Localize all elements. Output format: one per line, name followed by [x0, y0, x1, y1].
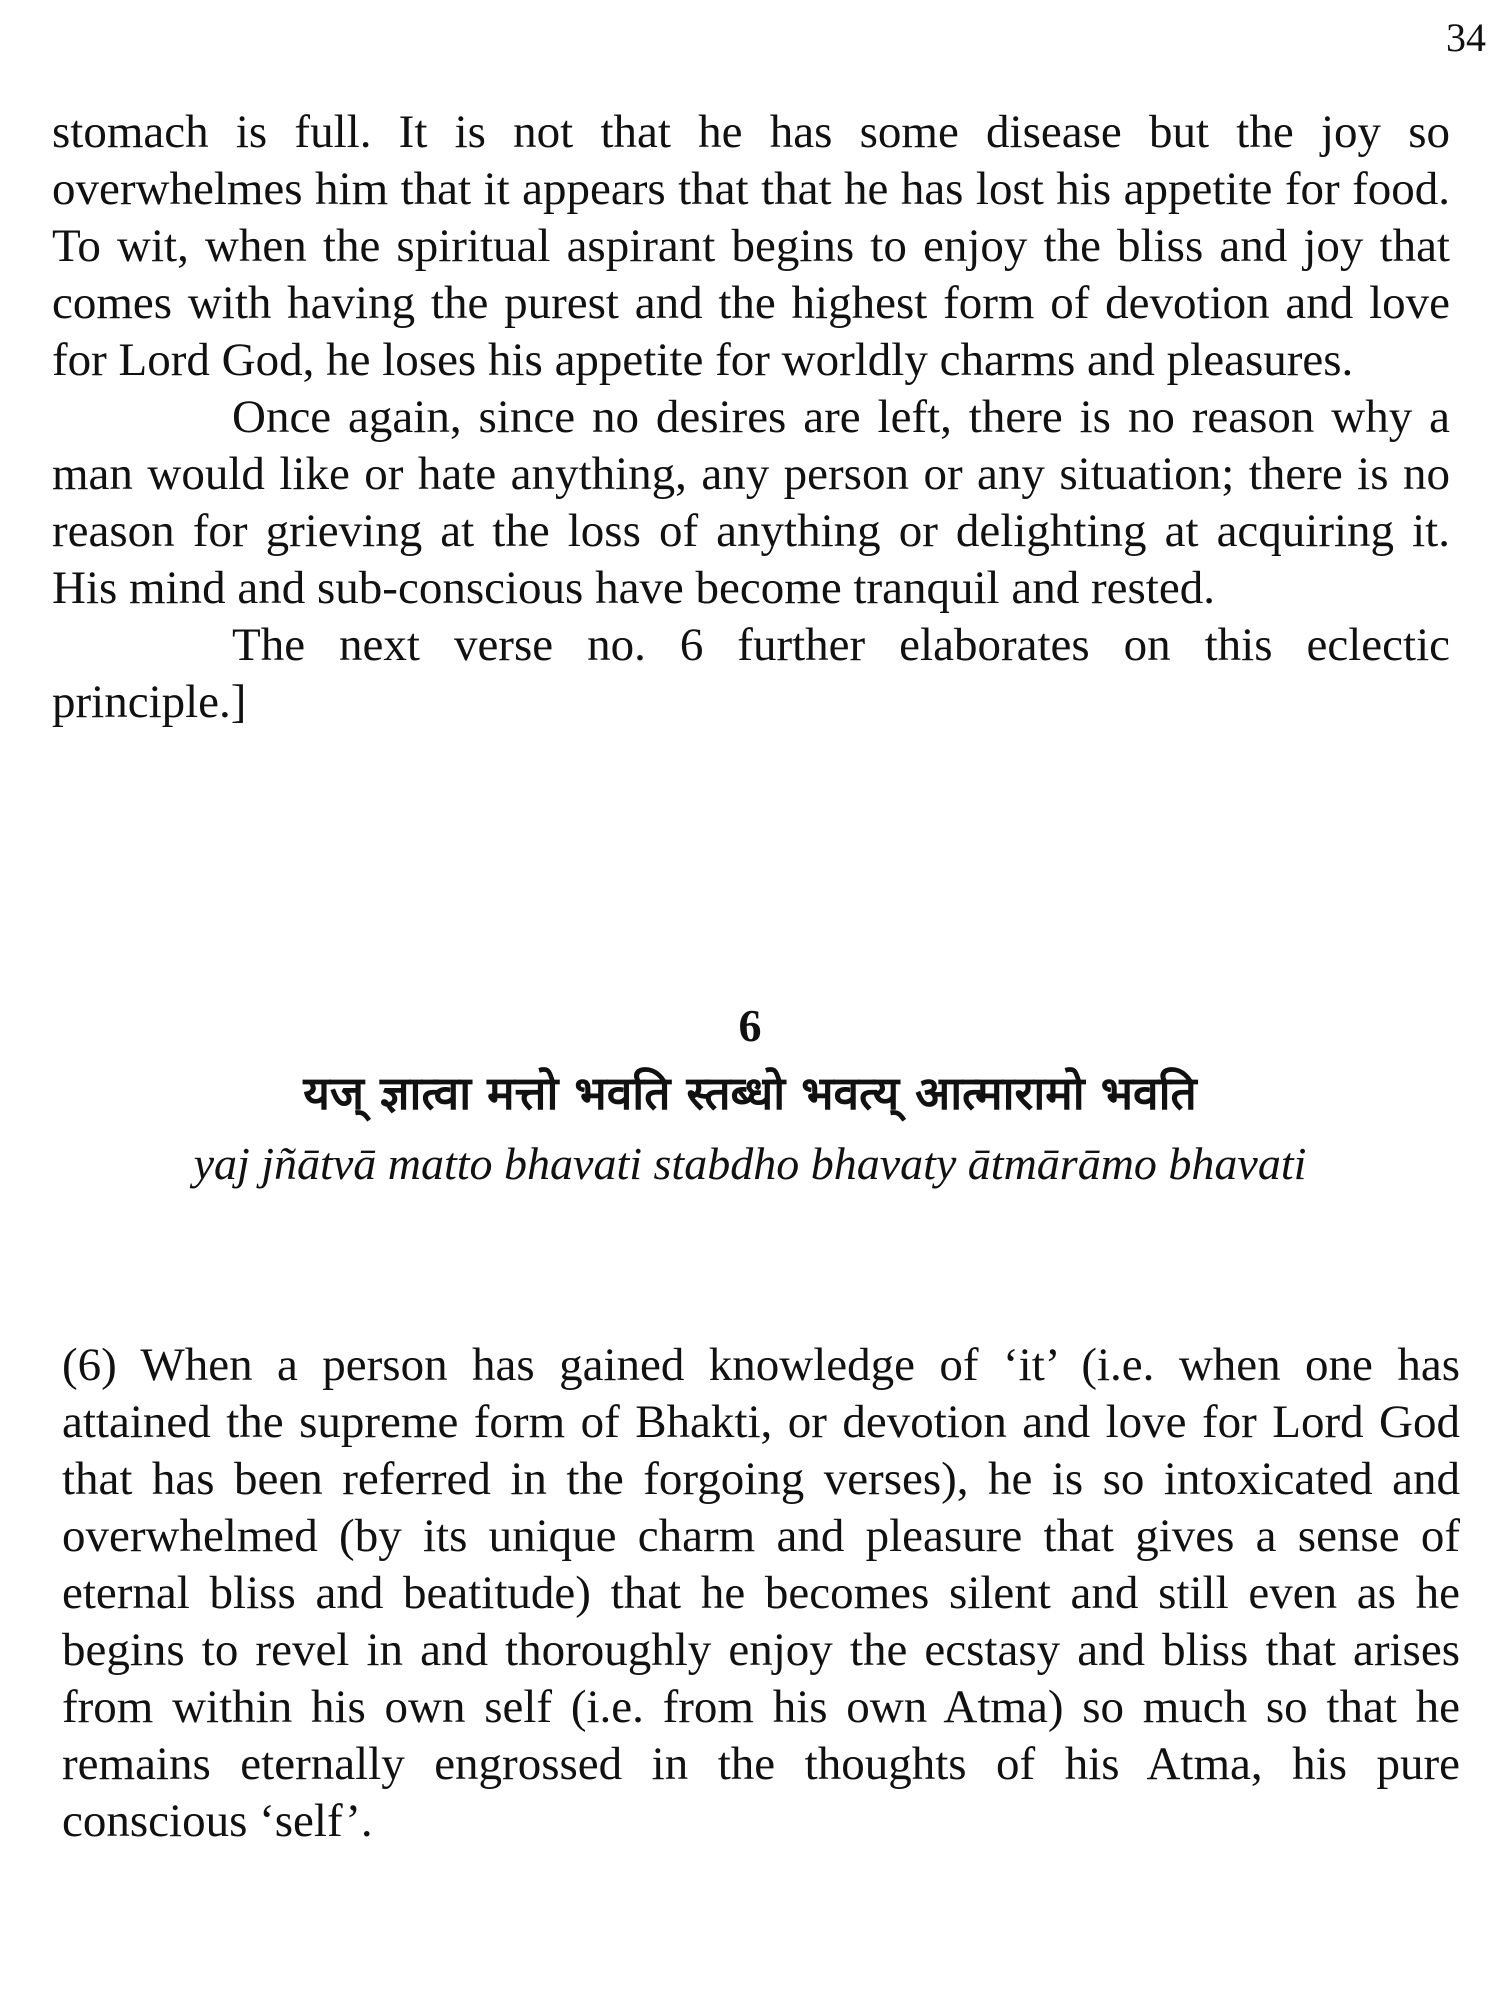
commentary-text	[52, 104, 1450, 731]
verse-number: 6	[738, 1000, 762, 1051]
verse-transliteration: yaj jñātvā matto bhavati stabdho bhavaty ātmārāmo bhavati	[193, 1138, 1307, 1189]
commentary-paragraph-3: The next verse no. 6 further elaborates on this eclectic principle.]	[52, 619, 1450, 728]
verse-translation: (6) When a person has gained knowledge of ‘it’ (i.e. when one has attained the supreme form of Bhakti, or devotion and love for Lord God that has been referred in the forgoing verses), he is so intoxicated and overwhelmed (by its unique charm and pleasure that gives a sense of eternal bliss and beatitude) that he becomes silent and still even as he begins to revel in and thoroughly enjoy the ecstasy and bliss that arises from within his own self (i.e. from his own Atma) so much so that he remains eternally engrossed in the thoughts of his Atma, his pure conscious ‘self’.	[62, 1339, 1460, 1847]
verse-sanskrit: यज् ज्ञात्वा मत्तो भवति स्तब्धो भवत्य् आत्मारामो भवति	[303, 1066, 1197, 1120]
page-number: 34	[1446, 15, 1486, 60]
commentary-paragraph-2: Once again, since no desires are left, there is no reason why a man would like or hate anything, any person or any situation; there is no reason for grieving at the loss of anything or delighting at acquiring it. His mind and sub-conscious have become tranquil and rested.	[52, 391, 1450, 614]
commentary-paragraph-1: stomach is full. It is not that he has some disease but the joy so overwhelmes him that it appears that that he has lost his appetite for food. To wit, when the spiritual aspirant begins to enjoy the bliss and joy that comes with having the purest and the highest form of devotion and love for Lord God, he loses his appetite for worldly charms and pleasures.	[52, 106, 1450, 386]
